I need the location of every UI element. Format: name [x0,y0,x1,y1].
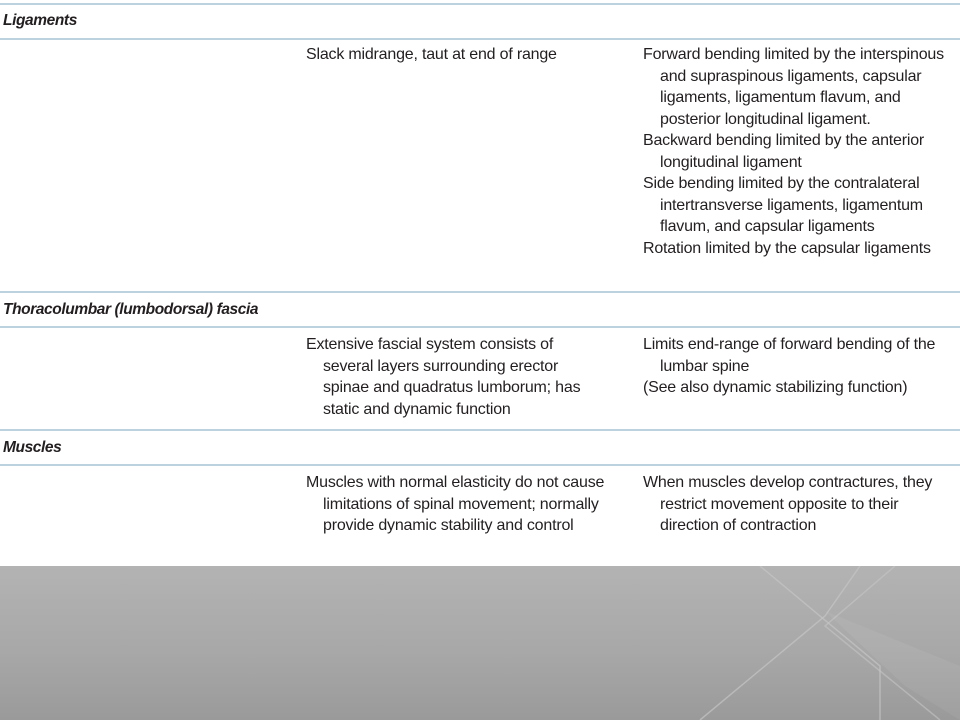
ligaments-limit-side-bending: Side bending limited by the contralateral intertransverse ligaments, ligamentum flavum, and capsular ligaments [643,175,923,235]
fascia-description: Extensive fascial system consists of several layers surrounding erector spinae and quadratus lumborum; has static and dynamic function [306,336,581,418]
fascia-limit-see-also: (See also dynamic stabilizing function) [643,379,908,396]
ligaments-limit-rotation: Rotation limited by the capsular ligaments [643,239,931,257]
fascia-description-cell [306,334,606,420]
ligaments-limit-backward-bending: Backward bending limited by the anterior longitudinal ligament [643,132,925,171]
table-rule [0,326,960,328]
ligaments-limits-cell [643,44,959,259]
section-header-muscles: Muscles [3,439,62,456]
muscles-description: Muscles with normal elasticity do not cause limitations of spinal movement; normally provide dynamic stability and control [306,474,605,534]
slide-background-panel [0,566,960,720]
table-rule [0,429,960,431]
fascia-limit-forward-bending: Limits end-range of forward bending of the lumbar spine [643,336,936,375]
chevron-decoration [0,566,960,720]
muscles-description-cell [306,472,606,537]
section-header-ligaments: Ligaments [3,12,77,29]
table-rule [0,464,960,466]
ligaments-description-cell [306,44,626,66]
fascia-limits-cell [643,334,953,399]
muscles-limit-contractures: When muscles develop contractures, they restrict movement opposite to their direction of contraction [643,474,933,534]
table-rule [0,3,960,5]
table-rule [0,38,960,40]
table-rule [0,291,960,293]
ligaments-limit-forward-bending: Forward bending limited by the interspinous and supraspinous ligaments, capsular ligaments, ligamentum flavum, and posterior longitudinal ligament. [643,46,944,128]
section-header-thoracolumbar-fascia: Thoracolumbar (lumbodorsal) fascia [3,301,259,318]
muscles-limits-cell [643,472,943,537]
ligaments-description: Slack midrange, taut at end of range [306,46,557,63]
